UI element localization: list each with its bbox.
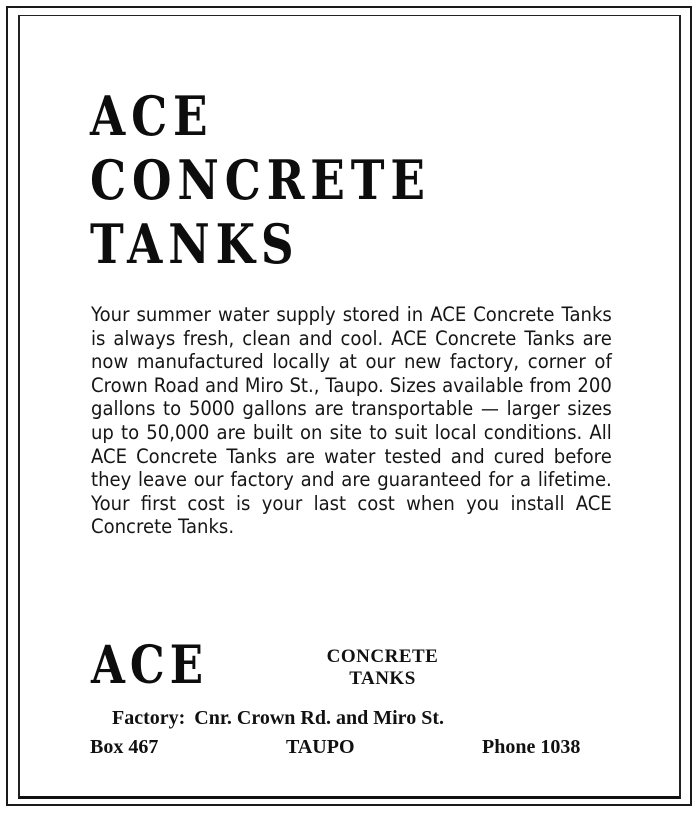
headline [90, 84, 431, 276]
town: TAUPO [286, 736, 355, 758]
headline-line-3: TANKS [90, 212, 300, 276]
phone-number: Phone 1038 [482, 736, 581, 758]
headline-line-1: ACE [90, 84, 214, 148]
factory-label: Factory: [112, 707, 186, 729]
body-copy: Your summer water supply stored in ACE Concrete Tanks is always fresh, clean and cool. ACE Concrete Tanks are now manufactured locally at our new factory, corner of Crown Road and Miro St., Taupo. Sizes available from 200 gallons to 5000 gallons are transportable — larger sizes up to 50,000 are built on site to suit local conditions. All ACE Concrete Tanks are water tested and cured before they leave our factory and are guaranteed for a lifetime. Your first cost is your last cost when you install ACE Concrete Tanks. [91, 303, 612, 539]
factory-address-line [112, 705, 592, 731]
footer-tagline [300, 646, 465, 690]
factory-address: Cnr. Crown Rd. and Miro St. [194, 707, 444, 729]
headline-line-2: CONCRETE [90, 148, 431, 212]
po-box: Box 467 [90, 736, 159, 758]
footer-tagline-line-2: TANKS [349, 668, 416, 689]
footer-tagline-line-1: CONCRETE [326, 646, 439, 667]
footer-brand: ACE [91, 635, 209, 696]
